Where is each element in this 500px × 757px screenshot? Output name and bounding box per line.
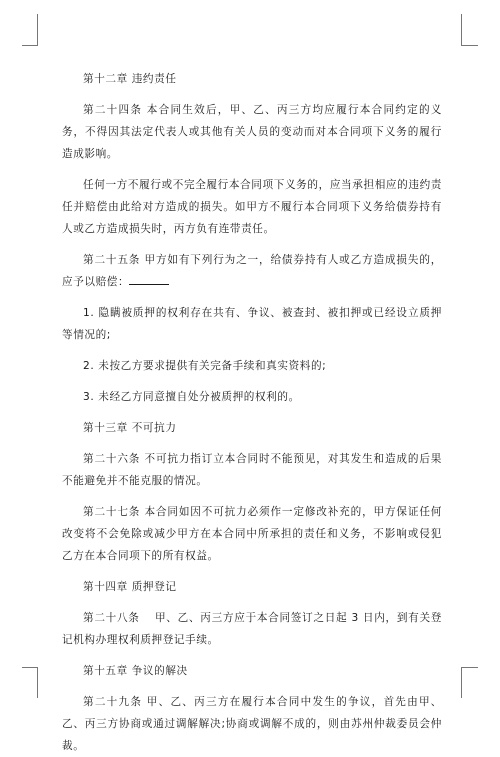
crop-mark-bottom-right bbox=[461, 667, 478, 698]
chapter-14-title: 第十四章 质押登记 bbox=[83, 581, 177, 593]
article-24-paragraph-2: 任何一方不履行或不完全履行本合同项下义务的，应当承担相应的违约责任并赔偿由此给对方造成的损失。如甲方不履行本合同项下义务给债券持有人或乙方造成损失时，丙方负有连带责任。 bbox=[62, 179, 442, 235]
chapter-12-title: 第十二章 违约责任 bbox=[83, 73, 177, 85]
article-25-item-1: 1. 隐瞒被质押的权利存在共有、争议、被查封、被扣押或已经设立质押等情况的; bbox=[62, 307, 442, 341]
document-body bbox=[62, 68, 442, 757]
article-27: 第二十七条 本合同如因不可抗力必须作一定修改补充的，甲方保证任何改变将不会免除或减少甲方在本合同中所承担的责任和义务，不影响或侵犯乙方在本合同项下的所有权益。 bbox=[62, 506, 442, 562]
article-29: 第二十九条 甲、乙、丙三方在履行本合同中发生的争议，首先由甲、乙、丙三方协商或通过调解解决;协商或调解不成的，则由苏州仲裁委员会仲裁。 bbox=[62, 696, 442, 752]
article-25 bbox=[62, 249, 442, 293]
article-28: 第二十八条 甲、乙、丙三方应于本合同签订之日起 3 日内，到有关登记机构办理权利质押登记手续。 bbox=[62, 612, 442, 646]
article-25-item-3: 3. 未经乙方同意擅自处分被质押的权利的。 bbox=[83, 391, 300, 403]
article-25-text: 第二十五条 甲方如有下列行为之一，给债券持有人或乙方造成损失的，应予以赔偿： bbox=[62, 254, 442, 288]
chapter-15-title: 第十五章 争议的解决 bbox=[83, 665, 188, 677]
crop-mark-top-right bbox=[461, 14, 478, 46]
article-25-item-2: 2. 未按乙方要求提供有关完备手续和真实资料的; bbox=[83, 360, 327, 372]
chapter-13-title: 第十三章 不可抗力 bbox=[83, 422, 177, 434]
fill-in-blank bbox=[129, 272, 169, 285]
crop-mark-top-left bbox=[22, 14, 38, 46]
article-26: 第二十六条 不可抗力指订立本合同时不能预见，对其发生和造成的后果不能避免并不能克服的情况。 bbox=[62, 453, 442, 487]
article-24: 第二十四条 本合同生效后，甲、乙、丙三方均应履行本合同约定的义务，不得因其法定代表人或其他有关人员的变动而对本合同项下义务的履行造成影响。 bbox=[62, 104, 442, 160]
crop-mark-bottom-left bbox=[22, 667, 38, 698]
